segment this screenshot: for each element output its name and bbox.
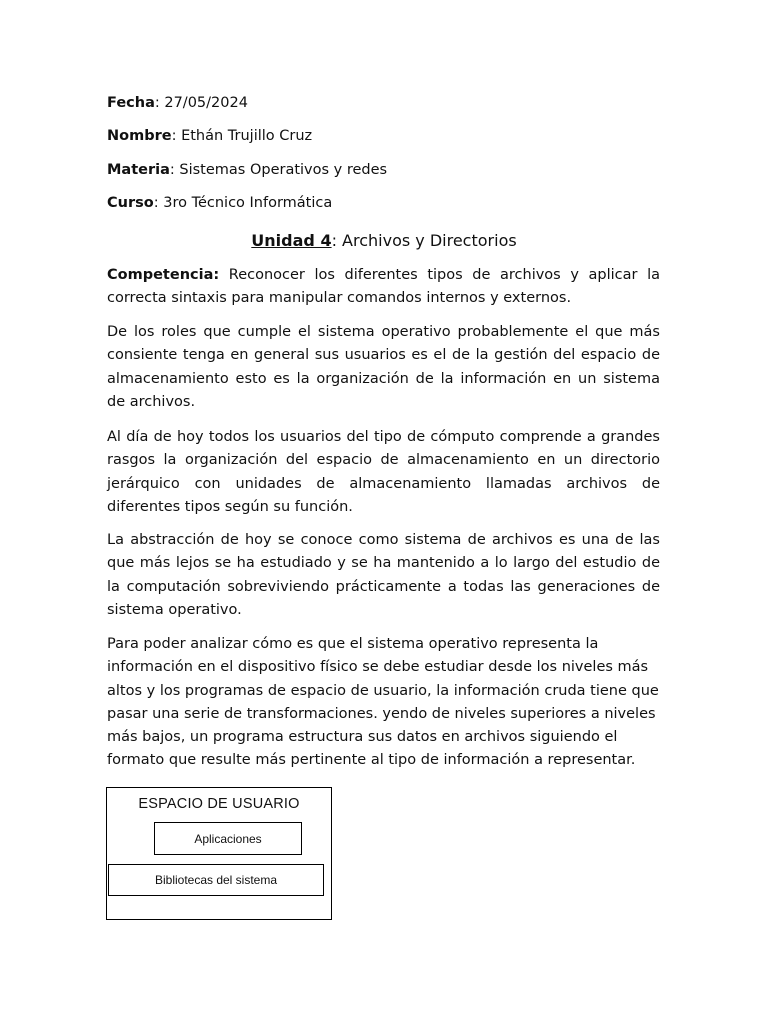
nombre-label: Nombre [107,128,172,144]
diagram-title: ESPACIO DE USUARIO [138,796,300,812]
page-title [0,230,768,252]
fecha-value: 27/05/2024 [164,95,248,111]
materia-label: Materia [107,162,170,178]
system-libraries-box [108,864,324,896]
paragraph-2: Al día de hoy todos los usuarios del tipo de cómputo comprende a grandes rasgos la organización del espacio de almacenamiento en un directorio jerárquico con unidades de almacenamiento llamadas archivos de diferentes tipos según su función. [107,429,660,515]
curso-label: Curso [107,195,154,211]
system-libraries-label: Bibliotecas del sistema [154,873,278,887]
curso-line: Curso: 3ro Técnico Informática [107,195,333,211]
materia-value: Sistemas Operativos y redes [179,162,388,178]
user-space-diagram [106,787,332,920]
competencia-text: Reconocer los diferentes tipos de archivos y aplicar la correcta sintaxis para manipular comandos internos y externos. [107,267,660,307]
fecha-label: Fecha [107,95,155,111]
title-rest: : Archivos y Directorios [331,231,517,250]
paragraph-4: Para poder analizar cómo es que el sistema operativo representa la información en el dispositivo físico se debe estudiar desde los niveles más altos y los programas de espacio de usuario, la información cruda tiene que pasar una serie de transformaciones. yendo de niveles superiores a niveles más bajos, un programa estructura sus datos en archivos siguiendo el formato que resulte más pertinente al tipo de información a representar. [107,636,659,769]
curso-value: 3ro Técnico Informática [163,195,333,211]
paragraph-3: La abstracción de hoy se conoce como sistema de archivos es una de las que más lejos se ha estudiado y se ha mantenido a lo largo del estudio de la computación sobreviviendo prácticamente a todas las generaciones de sistema operativo. [107,532,660,618]
paragraph-1: De los roles que cumple el sistema operativo probablemente el que más consiente tenga en general sus usuarios es el de la gestión del espacio de almacenamiento esto es la organización de la información en un sistema de archivos. [107,324,660,410]
nombre-value: Ethán Trujillo Cruz [181,128,313,144]
competencia-label: Competencia: [107,267,220,283]
competencia-paragraph [107,264,660,311]
applications-box [154,822,302,855]
materia-line: Materia: Sistemas Operativos y redes [107,162,388,178]
applications-label: Aplicaciones [194,831,262,846]
nombre-line: Nombre: Ethán Trujillo Cruz [107,128,313,144]
fecha-line: Fecha: 27/05/2024 [107,95,248,111]
title-unit: Unidad 4 [251,231,332,250]
